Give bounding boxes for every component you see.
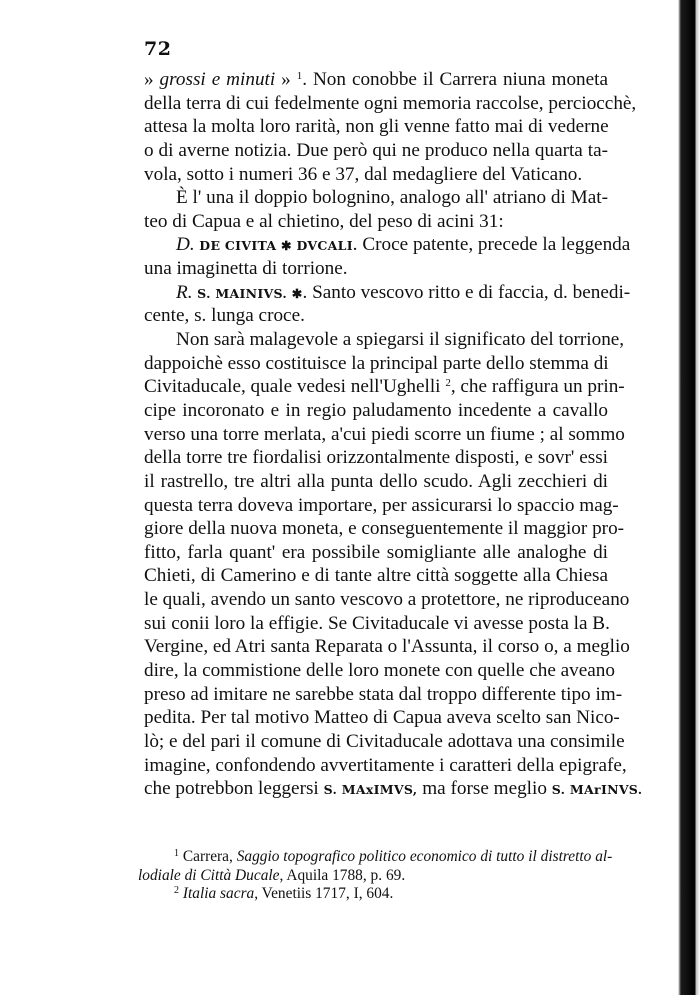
italic-text: R. xyxy=(176,281,193,303)
text-run: fitto, farla quant' era possibile somigliante alle analoghe di xyxy=(144,541,608,563)
body-text xyxy=(144,68,643,801)
italic-text: Saggio topografico politico economico di tutto il distretto al- xyxy=(236,848,613,865)
coin-legend: DE CIVITA ✱ DVCALI. xyxy=(194,238,358,254)
text-run: giore della nuova moneta, e conseguentemente il maggior pro- xyxy=(144,518,625,540)
text-line xyxy=(144,541,608,565)
text-line xyxy=(144,446,608,470)
text-run: teo di Capua e al chietino, del peso di acini 31: xyxy=(144,210,504,232)
footnote-line xyxy=(138,867,608,886)
book-binding-edge xyxy=(678,0,700,995)
text-run: o di averne notizia. Due però qui ne produco nella quarta ta- xyxy=(144,139,608,161)
text-line xyxy=(144,328,625,352)
text-run: cente, s. lunga croce. xyxy=(144,305,305,327)
text-line xyxy=(144,375,625,399)
text-run: verso una torre merlata, a'cui piedi scorre un fiume ; al sommo xyxy=(144,423,625,445)
text-run: Non sarà malagevole a spiegarsi il significato del torrione, xyxy=(176,329,625,351)
text-run: sui conii loro la effigie. Se Civitaducale vi avesse posta la B. xyxy=(144,612,610,634)
text-run: preso ad imitare ne sarebbe stata dal troppo differente tipo im- xyxy=(144,683,623,705)
text-line xyxy=(144,754,627,778)
footnote-line xyxy=(138,848,613,867)
footnote-number: 2 xyxy=(174,885,179,897)
text-run: , Venetiis 1717, I, 604. xyxy=(254,885,394,903)
text-line xyxy=(144,257,608,281)
text-line xyxy=(144,210,608,234)
text-run: . Santo vescovo ritto e di faccia, d. benedi- xyxy=(302,281,631,303)
text-run: il rastrello, tre altri alla punta dello scudo. Agli zecchieri di xyxy=(144,470,608,492)
text-line xyxy=(144,659,615,683)
footnote-line xyxy=(138,885,608,904)
text-line xyxy=(144,706,620,730)
page-number: 72 xyxy=(144,38,172,60)
text-line xyxy=(144,588,630,612)
text-run: Vergine, ed Atri santa Reparata o l'Assunta, il corso o, a meglio xyxy=(144,636,630,658)
text-line xyxy=(144,635,630,659)
text-line xyxy=(144,564,608,588)
text-line xyxy=(144,186,608,210)
text-run: lò; e del pari il comune di Civitaducale adottava una consimile xyxy=(144,730,625,752)
text-line xyxy=(144,423,625,447)
text-run: una imaginetta di torrione. xyxy=(144,258,348,280)
text-run: ma forse meglio xyxy=(417,778,552,800)
text-line xyxy=(144,115,608,139)
text-run: Carrera, xyxy=(179,848,237,865)
text-line xyxy=(144,139,608,163)
footnotes xyxy=(138,848,613,904)
text-line xyxy=(144,777,643,801)
text-run: » xyxy=(275,69,297,90)
footnote xyxy=(138,885,608,904)
text-run: attesa la molta loro rarità, non gli venne fatto mai di vederne xyxy=(144,116,609,138)
footnote-reference: 2 xyxy=(445,377,451,390)
text-run: vola, sotto i numeri 36 e 37, dal medagliere del Vaticano. xyxy=(144,163,583,185)
footnote-reference: 1 xyxy=(296,70,303,82)
text-run: . Non conobbe il Carrera niuna moneta xyxy=(302,69,609,90)
italic-text: Italia sacra xyxy=(182,885,255,903)
text-line xyxy=(144,68,608,92)
text-run: imagine, confondendo avvertitamente i caratteri della epigrafe, xyxy=(144,754,627,776)
text-run: le quali, avendo un santo vescovo a protettore, ne riproduceano xyxy=(144,589,630,611)
text-run: della torre tre fiordalisi orizzontalmente disposti, e sovr' essi xyxy=(144,447,608,469)
text-run: questa terra doveva importare, per assicurarsi lo spaccio mag- xyxy=(144,494,619,516)
text-line xyxy=(144,163,608,187)
footnote xyxy=(138,848,613,885)
text-run: È l' una il doppio bolognino, analogo all' atriano di Mat- xyxy=(176,187,608,209)
text-run: , Aquila 1788, p. 69. xyxy=(279,866,406,884)
text-line xyxy=(144,683,623,707)
text-line xyxy=(144,281,631,305)
coin-legend: S. MAINIVS. ✱ xyxy=(192,285,303,301)
text-line xyxy=(144,304,608,328)
text-run: cipe incoronato e in regio paludamento incedente a cavallo xyxy=(144,399,608,421)
text-line xyxy=(144,517,625,541)
coin-legend: S. MAxIMVS, xyxy=(323,782,418,798)
text-run: Croce patente, precede la leggenda xyxy=(357,234,631,256)
text-run: pedita. Per tal motivo Matteo di Capua aveva scelto san Nico- xyxy=(144,707,620,729)
text-line xyxy=(144,233,631,257)
text-run: che potrebbon leggersi xyxy=(144,778,324,800)
text-run: Civitaducale, quale vedesi nell'Ughelli xyxy=(144,376,446,398)
text-run: dire, la commistione delle loro monete con quelle che aveano xyxy=(144,660,615,682)
text-line xyxy=(144,92,637,116)
text-run: dappoichè esso costituisce la principal parte dello stemma di xyxy=(144,352,609,374)
text-line xyxy=(144,612,608,636)
text-run: , che raffigura un prin- xyxy=(450,376,625,398)
text-run: Chieti, di Camerino e di tante altre città soggette alla Chiesa xyxy=(144,565,608,587)
text-run: » xyxy=(144,69,160,90)
coin-legend: S. MArINVS. xyxy=(551,782,643,798)
italic-text: grossi e minuti xyxy=(159,69,276,90)
footnote-number: 1 xyxy=(174,848,179,859)
text-run: della terra di cui fedelmente ogni memoria raccolse, perciocchè, xyxy=(144,92,637,114)
text-line xyxy=(144,399,608,423)
text-line xyxy=(144,470,608,494)
text-line xyxy=(144,494,619,518)
text-line xyxy=(144,352,608,376)
text-line xyxy=(144,730,625,754)
italic-text: D. xyxy=(176,234,195,256)
italic-text: lodiale di Città Ducale xyxy=(138,866,280,884)
